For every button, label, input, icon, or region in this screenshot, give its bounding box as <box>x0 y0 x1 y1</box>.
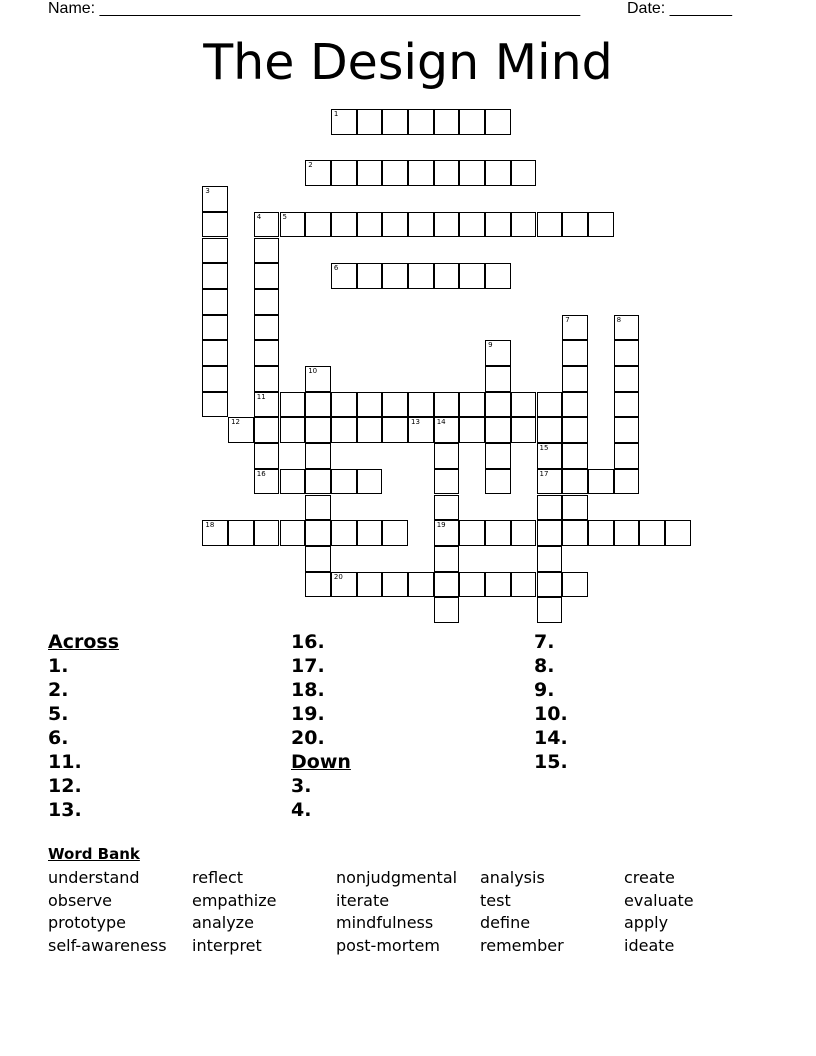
crossword-cell[interactable] <box>434 495 460 521</box>
crossword-cell[interactable] <box>228 417 254 443</box>
clue-number: 20. <box>291 727 325 749</box>
crossword-cell[interactable] <box>434 443 460 469</box>
crossword-cell[interactable] <box>588 212 614 238</box>
crossword-cell[interactable] <box>331 263 357 289</box>
crossword-cell[interactable] <box>434 520 460 546</box>
cell-number: 14 <box>436 418 446 427</box>
crossword-cell[interactable] <box>614 443 640 469</box>
crossword-cell[interactable] <box>357 572 383 598</box>
crossword-cell[interactable] <box>434 263 460 289</box>
word-bank-word: define <box>480 913 531 933</box>
crossword-cell[interactable] <box>562 315 588 341</box>
word-bank-word: self-awareness <box>48 935 167 955</box>
crossword-cell[interactable] <box>202 520 228 546</box>
cell-number: 4 <box>256 212 262 221</box>
word-bank-word: evaluate <box>624 890 694 910</box>
cell-number: 3 <box>205 187 210 196</box>
cell-number: 7 <box>565 315 570 324</box>
word-bank-word: ideate <box>624 935 675 955</box>
clue-number: 8. <box>534 655 555 677</box>
crossword-cell[interactable] <box>459 212 485 238</box>
crossword-cell[interactable] <box>485 392 511 418</box>
clue-number: 4. <box>291 799 312 821</box>
crossword-cell[interactable] <box>485 443 511 469</box>
crossword-cell[interactable] <box>614 469 640 495</box>
crossword-cell[interactable] <box>254 417 280 443</box>
crossword-cell[interactable] <box>254 520 280 546</box>
crossword-cell[interactable] <box>382 109 408 135</box>
crossword-cell[interactable] <box>357 109 383 135</box>
cell-number: 6 <box>333 264 339 273</box>
crossword-cell[interactable] <box>511 392 537 418</box>
crossword-cell[interactable] <box>537 392 563 418</box>
across-heading: Across <box>48 631 120 653</box>
crossword-cell[interactable] <box>562 443 588 469</box>
clue-number: 12. <box>48 775 82 797</box>
crossword-cell[interactable] <box>511 212 537 238</box>
crossword-cell[interactable] <box>562 520 588 546</box>
clue-number: 10. <box>534 703 568 725</box>
clue-number: 7. <box>534 631 555 653</box>
crossword-cell[interactable] <box>459 263 485 289</box>
crossword-cell[interactable] <box>254 340 280 366</box>
crossword-cell[interactable] <box>408 263 434 289</box>
crossword-cell[interactable] <box>331 572 357 598</box>
crossword-cell[interactable] <box>485 160 511 186</box>
crossword-cell[interactable] <box>434 109 460 135</box>
crossword-cell[interactable] <box>408 417 434 443</box>
crossword-cell[interactable] <box>331 212 357 238</box>
word-bank-word: analyze <box>192 913 254 933</box>
crossword-cell[interactable] <box>614 520 640 546</box>
crossword-cell[interactable] <box>434 572 460 598</box>
crossword-cell[interactable] <box>357 263 383 289</box>
date-field-label: Date: _______ <box>627 0 732 17</box>
crossword-cell[interactable] <box>408 212 434 238</box>
crossword-cell[interactable] <box>202 392 228 418</box>
crossword-cell[interactable] <box>665 520 691 546</box>
word-bank-column <box>48 867 167 957</box>
crossword-cell[interactable] <box>562 417 588 443</box>
crossword-cell[interactable] <box>280 520 306 546</box>
crossword-cell[interactable] <box>537 495 563 521</box>
crossword-cell[interactable] <box>485 340 511 366</box>
cell-number: 13 <box>411 418 420 427</box>
clue-number: 9. <box>534 679 555 701</box>
crossword-cell[interactable] <box>537 520 563 546</box>
crossword-cell[interactable] <box>228 520 254 546</box>
crossword-cell[interactable] <box>459 572 485 598</box>
crossword-cell[interactable] <box>280 469 306 495</box>
crossword-cell[interactable] <box>382 160 408 186</box>
crossword-cell[interactable] <box>202 212 228 238</box>
crossword-cell[interactable] <box>614 366 640 392</box>
crossword-cell[interactable] <box>305 417 331 443</box>
crossword-cell[interactable] <box>357 469 383 495</box>
word-bank-column <box>336 867 457 957</box>
crossword-cell[interactable] <box>562 495 588 521</box>
word-bank-column <box>480 867 564 957</box>
crossword-cell[interactable] <box>408 572 434 598</box>
cell-number: 19 <box>436 521 446 530</box>
crossword-cell[interactable] <box>434 417 460 443</box>
cell-number: 12 <box>231 418 241 427</box>
crossword-cell[interactable] <box>254 443 280 469</box>
word-bank-word: create <box>624 868 675 887</box>
crossword-cell[interactable] <box>408 392 434 418</box>
crossword-cell[interactable] <box>588 469 614 495</box>
word-bank-word: apply <box>624 913 669 933</box>
crossword-cell[interactable] <box>254 469 280 495</box>
crossword-cell[interactable] <box>202 186 228 212</box>
clue-number: 16. <box>291 631 325 653</box>
word-bank-word: post-mortem <box>336 935 440 955</box>
crossword-cell[interactable] <box>305 520 331 546</box>
crossword-cell[interactable] <box>331 160 357 186</box>
crossword-cell[interactable] <box>511 160 537 186</box>
crossword-cell[interactable] <box>459 520 485 546</box>
crossword-cell[interactable] <box>254 212 280 238</box>
cell-number: 15 <box>539 444 549 453</box>
crossword-cell[interactable] <box>485 263 511 289</box>
crossword-cell[interactable] <box>434 546 460 572</box>
word-bank-word: nonjudgmental <box>336 868 458 887</box>
crossword-cell[interactable] <box>459 160 485 186</box>
cell-number: 17 <box>539 469 549 478</box>
crossword-cell[interactable] <box>305 469 331 495</box>
crossword-cell[interactable] <box>305 546 331 572</box>
cell-number: 18 <box>205 521 215 530</box>
crossword-cell[interactable] <box>434 392 460 418</box>
crossword-cell[interactable] <box>382 417 408 443</box>
word-bank-word: mindfulness <box>336 913 434 933</box>
clue-number: 5. <box>48 703 69 725</box>
cell-number: 2 <box>308 161 313 170</box>
crossword-cell[interactable] <box>382 212 408 238</box>
crossword-cell[interactable] <box>305 392 331 418</box>
crossword-cell[interactable] <box>280 212 306 238</box>
crossword-cell[interactable] <box>202 263 228 289</box>
crossword-cell[interactable] <box>485 366 511 392</box>
word-bank-word: test <box>480 890 511 910</box>
crossword-cell[interactable] <box>280 392 306 418</box>
crossword-cell[interactable] <box>511 417 537 443</box>
clue-number: 2. <box>48 679 69 701</box>
crossword-cell[interactable] <box>331 109 357 135</box>
crossword-cell[interactable] <box>357 520 383 546</box>
cell-number: 11 <box>256 392 266 401</box>
crossword-cell[interactable] <box>202 238 228 264</box>
crossword-cell[interactable] <box>254 289 280 315</box>
crossword-cell[interactable] <box>408 109 434 135</box>
cell-number: 20 <box>333 572 343 581</box>
crossword-cell[interactable] <box>382 392 408 418</box>
crossword-cell[interactable] <box>254 366 280 392</box>
cell-number: 9 <box>488 341 493 350</box>
word-bank-word: remember <box>480 935 564 955</box>
crossword-cell[interactable] <box>562 212 588 238</box>
crossword-cell[interactable] <box>357 212 383 238</box>
crossword-cell[interactable] <box>537 417 563 443</box>
crossword-cell[interactable] <box>537 443 563 469</box>
clue-number: 1. <box>48 655 69 677</box>
clue-column-3 <box>534 630 568 774</box>
word-bank-word: analysis <box>480 868 545 887</box>
crossword-cell[interactable] <box>537 572 563 598</box>
crossword-cell[interactable] <box>485 572 511 598</box>
crossword-cell[interactable] <box>305 160 331 186</box>
crossword-cell[interactable] <box>408 160 434 186</box>
crossword-cell[interactable] <box>331 469 357 495</box>
crossword-cell[interactable] <box>562 340 588 366</box>
clue-number: 18. <box>291 679 325 701</box>
crossword-cell[interactable] <box>511 520 537 546</box>
crossword-cell[interactable] <box>382 520 408 546</box>
crossword-cell[interactable] <box>254 315 280 341</box>
crossword-cell[interactable] <box>537 546 563 572</box>
clue-number: 13. <box>48 799 82 821</box>
cell-number: 1 <box>333 110 339 118</box>
clue-number: 17. <box>291 655 325 677</box>
cell-number: 10 <box>308 367 318 375</box>
crossword-cell[interactable] <box>614 392 640 418</box>
word-bank-word: reflect <box>192 868 244 887</box>
clue-number: 14. <box>534 727 568 749</box>
word-bank-word: empathize <box>192 890 277 910</box>
crossword-cell[interactable] <box>305 443 331 469</box>
crossword-cell[interactable] <box>485 212 511 238</box>
cell-number: 8 <box>616 315 622 324</box>
clue-number: 11. <box>48 751 82 773</box>
crossword-cell[interactable] <box>562 572 588 598</box>
crossword-cell[interactable] <box>459 417 485 443</box>
crossword-cell[interactable] <box>202 340 228 366</box>
word-bank-word: iterate <box>336 890 390 910</box>
word-bank-column <box>192 867 277 957</box>
crossword-cell[interactable] <box>614 315 640 341</box>
crossword-cell[interactable] <box>357 160 383 186</box>
word-bank-word: understand <box>48 868 140 887</box>
crossword-cell[interactable] <box>331 417 357 443</box>
crossword-cell[interactable] <box>202 315 228 341</box>
crossword-cell[interactable] <box>434 469 460 495</box>
crossword-cell[interactable] <box>562 469 588 495</box>
crossword-cell[interactable] <box>485 469 511 495</box>
cell-number: 16 <box>256 469 266 478</box>
word-bank-word: observe <box>48 890 113 910</box>
crossword-cell[interactable] <box>537 469 563 495</box>
clue-column-2 <box>291 630 351 822</box>
crossword-cell[interactable] <box>485 417 511 443</box>
crossword-cell[interactable] <box>331 392 357 418</box>
clue-number: 19. <box>291 703 325 725</box>
crossword-cell[interactable] <box>434 597 460 623</box>
crossword-cell[interactable] <box>485 109 511 135</box>
puzzle-title: The Design Mind <box>203 34 613 91</box>
crossword-cell[interactable] <box>254 263 280 289</box>
crossword-cell[interactable] <box>280 417 306 443</box>
crossword-cell[interactable] <box>511 572 537 598</box>
crossword-cell[interactable] <box>331 520 357 546</box>
crossword-cell[interactable] <box>639 520 665 546</box>
crossword-cell[interactable] <box>305 495 331 521</box>
crossword-cell[interactable] <box>357 392 383 418</box>
crossword-cell[interactable] <box>202 366 228 392</box>
crossword-cell[interactable] <box>537 597 563 623</box>
crossword-cell[interactable] <box>614 417 640 443</box>
cell-number: 5 <box>282 212 287 221</box>
word-bank-word: interpret <box>192 935 262 955</box>
down-heading: Down <box>291 751 351 773</box>
crossword-cell[interactable] <box>537 212 563 238</box>
crossword-cell[interactable] <box>459 109 485 135</box>
crossword-cell[interactable] <box>459 392 485 418</box>
crossword-cell[interactable] <box>382 572 408 598</box>
clue-column-1 <box>48 630 119 822</box>
name-field-label: Name: ______________________________________________________ <box>48 0 581 17</box>
clue-number: 6. <box>48 727 69 749</box>
crossword-cell[interactable] <box>305 572 331 598</box>
crossword-cell[interactable] <box>382 263 408 289</box>
crossword-cell[interactable] <box>562 366 588 392</box>
crossword-cell[interactable] <box>305 366 331 392</box>
crossword-cell[interactable] <box>562 392 588 418</box>
clue-number: 15. <box>534 751 568 773</box>
crossword-cell[interactable] <box>357 417 383 443</box>
crossword-cell[interactable] <box>485 520 511 546</box>
crossword-cell[interactable] <box>434 160 460 186</box>
crossword-cell[interactable] <box>305 212 331 238</box>
crossword-cell[interactable] <box>588 520 614 546</box>
clue-number: 3. <box>291 775 312 797</box>
crossword-cell[interactable] <box>202 289 228 315</box>
word-bank-word: prototype <box>48 913 126 933</box>
crossword-cell[interactable] <box>254 238 280 264</box>
word-bank-column <box>624 867 694 957</box>
word-bank-title: Word Bank <box>48 845 140 863</box>
crossword-cell[interactable] <box>434 212 460 238</box>
crossword-cell[interactable] <box>254 392 280 418</box>
crossword-cell[interactable] <box>614 340 640 366</box>
